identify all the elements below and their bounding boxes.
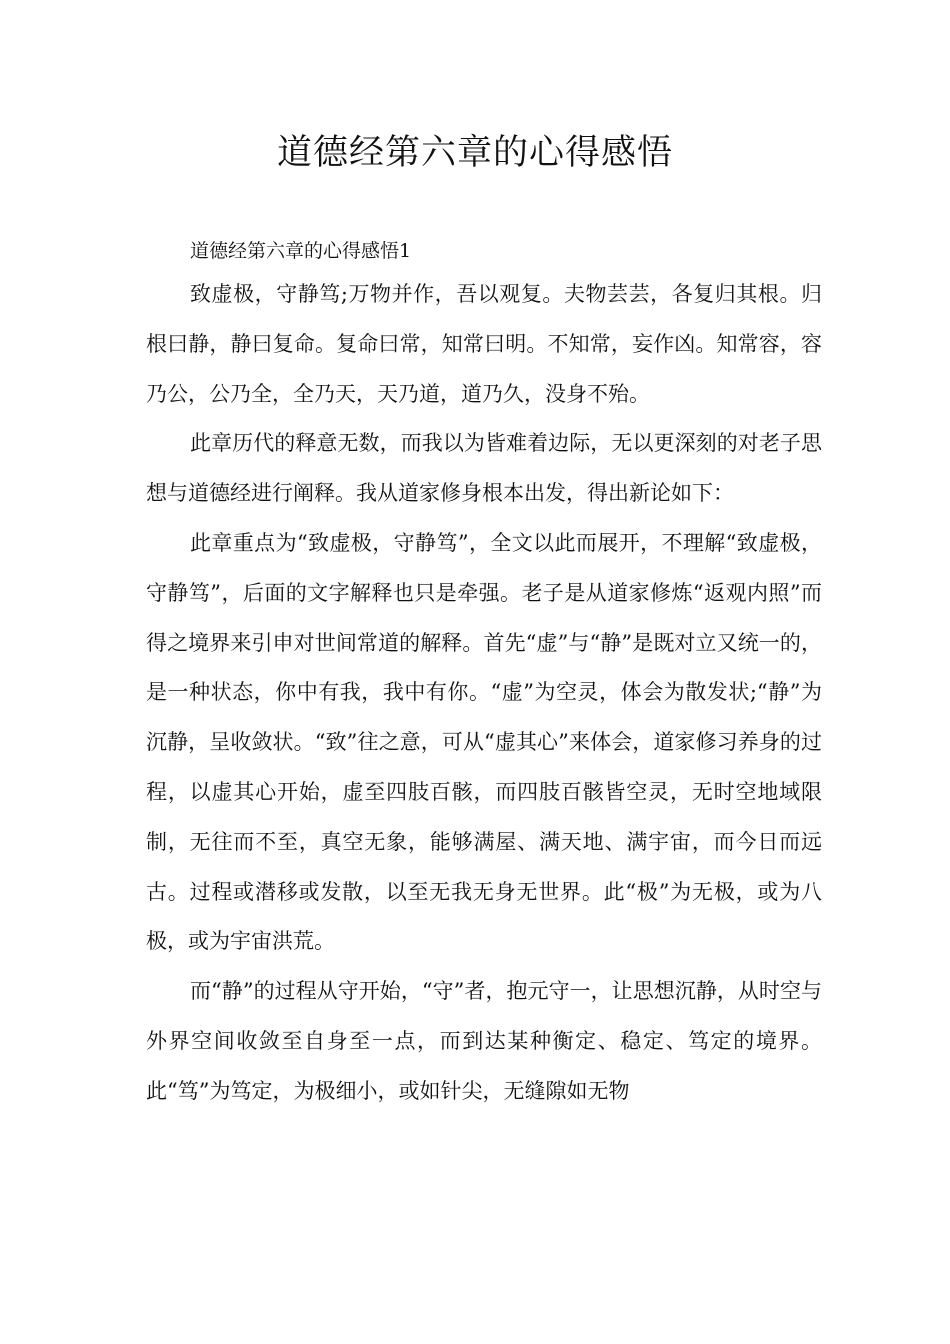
document-title: 道德经第六章的心得感悟 — [276, 133, 673, 173]
section-subtitle: 道德经第六章的心得感悟1 — [190, 240, 412, 262]
paragraph-3: 此章重点为“致虚极，守静笃”，全文以此而展开，不理解“致虚极，守静笃”，后面的文字解释也只是牵强。老子是从道家修炼“返观内照”而得之境界来引申对世间常道的解释。首先“虚”与“静”是既对立又统一的，是一种状态，你中有我，我中有你。“虚”为空灵，体会为散发状;“静”为沉静，呈收敛状。“致”往之意，可从“虚其心”来体会，道家修习养身的过程，以虚其心开始，虚至四肢百骸，而四肢百骸皆空灵，无时空地域限制，无往而不至，真空无象，能够满屋、满天地、满宇宙，而今日而远古。过程或潜移或发散，以至无我无身无世界。此“极”为无极，或为八极，或为宇宙洪荒。 — [146, 530, 822, 954]
paragraph-4: 而“静”的过程从守开始，“守”者，抱元守一，让思想沉静，从时空与外界空间收敛至自身至一点，而到达某种衡定、稳定、笃定的境界。此“笃”为笃定，为极细小，或如针尖，无缝隙如无物 — [146, 979, 822, 1103]
paragraph-2: 此章历代的释意无数，而我以为皆难着边际，无以更深刻的对老子思想与道德经进行阐释。我从道家修身根本出发，得出新论如下： — [146, 431, 822, 506]
document-body — [146, 232, 822, 1117]
paragraph-1: 致虚极，守静笃;万物并作，吾以观复。夫物芸芸，各复归其根。归根曰静，静曰复命。复命曰常，知常曰明。不知常，妄作凶。知常容，容乃公，公乃全，全乃天，天乃道，道乃久，没身不殆。 — [146, 282, 822, 406]
